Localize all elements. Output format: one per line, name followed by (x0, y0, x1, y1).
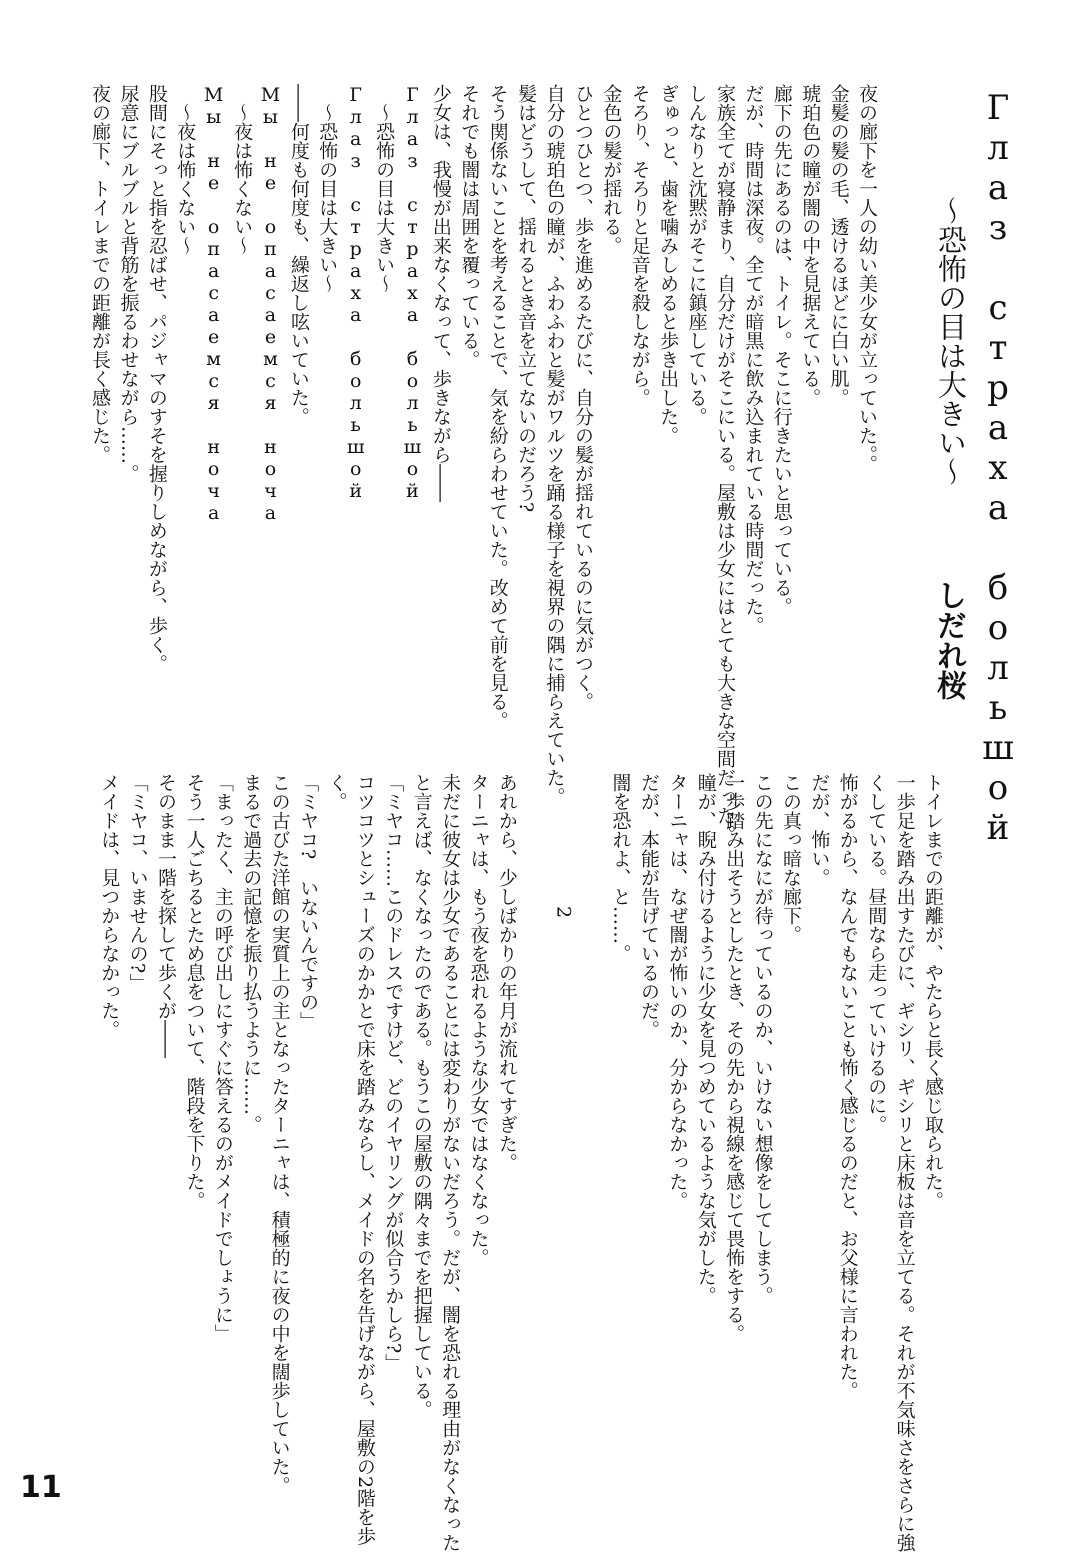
text-line: 金色の髪が揺れる。 (600, 84, 623, 255)
story-title: Глаз страха большой (978, 88, 1018, 848)
text-line: ――何度も何度も、繰返し呟いていた。 (287, 84, 310, 426)
text-line: 尿意にブルブルと背筋を振るわせながら……。 (117, 84, 140, 483)
text-line: Глаз страха большой (344, 84, 367, 502)
text-line: 闇を恐れよ、と……。 (609, 773, 632, 963)
text-line: そろり、そろりと足音を殺しながら。 (628, 84, 651, 407)
text-line: ～夜は怖くない～ (174, 84, 197, 255)
text-line: 少女は、我慢が出来なくなって、歩きながら―― (429, 84, 452, 502)
text-line: Мы не опасаемся ноча (259, 84, 282, 524)
text-line: コツコツとシューズのかかとで床を踏みならし、メイドの名を告げながら、屋敷の2階を歩 (353, 773, 376, 1546)
text-line: 金髪の髪の毛、透けるほどに白い肌。 (827, 84, 850, 407)
text-line: メイドは、見つからなかった。 (98, 773, 121, 1039)
text-line: ～夜は怖くない～ (231, 84, 254, 255)
text-line: それでも闇は周囲を覆っている。 (458, 84, 481, 369)
text-line: 夜の廊下を一人の幼い美少女が立っていた。。 (856, 84, 878, 474)
text-line: 夜の廊下、トイレまでの距離が長く感じた。 (89, 84, 112, 464)
text-line: 「ミヤコ? いないんですの」 (297, 773, 320, 1031)
text-line: ぎゅっと、歯を噛みしめると歩き出した。 (657, 84, 680, 445)
text-line: ターニャは、もう夜を恐れるような少女ではなくなった。 (467, 773, 490, 1267)
author-name: しだれ桜 (931, 580, 966, 700)
text-line: 怖がるから、なんでもないことも怖く感じるのだと、お父様に言われた。 (836, 773, 859, 1400)
text-line (521, 773, 549, 1493)
text-line: 「まったく、主の呼び出しにすぐに答えるのがメイドでしょうに」 (211, 773, 234, 1343)
text-line: Мы не опасаемся ноча (202, 84, 225, 524)
text-line: 自分の琥珀色の瞳が、ふわふわと髪がワルツを踊る様子を視界の隅に捕らえていた。 (543, 84, 566, 806)
text-line: 髪はどうして、揺れるとき音を立てないのだろう? (515, 84, 538, 513)
text-line: しんなりと沈黙がそこに鎮座している。 (685, 84, 708, 426)
text-line: 未だに彼女は少女であることには変わりがないだろう。だが、闇を恐れる理由がなくなった (439, 773, 462, 1552)
story-subtitle: ～恐怖の目は大きい～ (934, 196, 968, 486)
text-line: あれから、少しばかりの年月が流れてすぎた。 (495, 773, 518, 1172)
text-line: と言えば、なくなったのである。もうこの屋敷の隅々までを把握している。 (410, 773, 433, 1419)
text-line: 琥珀色の瞳が闇の中を見据えている。 (799, 84, 822, 407)
text-line: だが、時間は深夜。全てが暗黒に飲み込まれている時間だった。 (742, 84, 765, 635)
text-line: 家族全てが寝静まり、自分だけがそこにいる。屋敷は少女にはとても大きな空間だった。 (713, 84, 736, 844)
text-line: く。 (325, 773, 348, 811)
text-line: トイレまでの距離が、やたらと長く感じ取られた。 (922, 773, 944, 1210)
text-line: そう関係ないことを考えることで、気を紛らわせていた。改めて前を見る。 (486, 84, 509, 730)
text-line: 廊下の先にあるのは、トイレ。そこに行きたいと思っている。 (770, 84, 793, 616)
text-line: ～恐怖の目は大きい～ (373, 84, 396, 293)
text-line (578, 773, 606, 1493)
text-line: そう一人ごちるとため息をついて、階段を下りた。 (183, 773, 206, 1210)
text-line: ひとつひとつ、歩を進めるたびに、自分の髪が揺れているのに気がつく。 (571, 84, 594, 711)
text-line: 一歩踏み出そうとしたとき、その先から視線を感じて畏怖をする。 (723, 773, 746, 1343)
page-number: 11 (20, 1470, 62, 1505)
text-line: そのまま一階を探して歩くが―― (155, 773, 178, 1058)
text-line: この真っ暗な廊下。 (779, 773, 802, 944)
text-line: 股間にそっと指を忍ばせ、パジャマのすそを握りしめながら、歩く。 (145, 84, 168, 673)
text-line: 2 (552, 773, 575, 919)
text-line: この先になにが待っているのか、いけない想像をしてしまう。 (751, 773, 774, 1305)
text-line: 「ミヤコ、いませんの?」 (126, 773, 149, 993)
text-line: この古びた洋館の実質上の主となったターニャは、積極的に夜の中を闊歩していた。 (268, 773, 291, 1495)
text-line: 一歩足を踏み出すたびに、ギシリ、ギシリと床板は音を立てる。それが不気味さをさらに強 (893, 773, 916, 1552)
text-line: くしている。昼間なら走っていけるのに。 (865, 773, 888, 1134)
text-line: ターニャは、なぜ闇が怖いのか、分からなかった。 (666, 773, 689, 1210)
text-line: Глаз страха большой (401, 84, 424, 502)
text-line: ～恐怖の目は大きい～ (316, 84, 339, 293)
text-line: 「ミヤコ……このドレスですけど、どのイヤリングが似合うかしら?」 (382, 773, 405, 1373)
text-line: まるで過去の記憶を振り払うように……。 (240, 773, 263, 1134)
lower-text-block (95, 773, 947, 1552)
text-line: 瞳が、睨み付けるように少女を見つめているような気がした。 (694, 773, 717, 1305)
text-line: だが、怖い。 (808, 773, 831, 887)
text-line: だが、本能が告げているのだ。 (637, 773, 660, 1039)
